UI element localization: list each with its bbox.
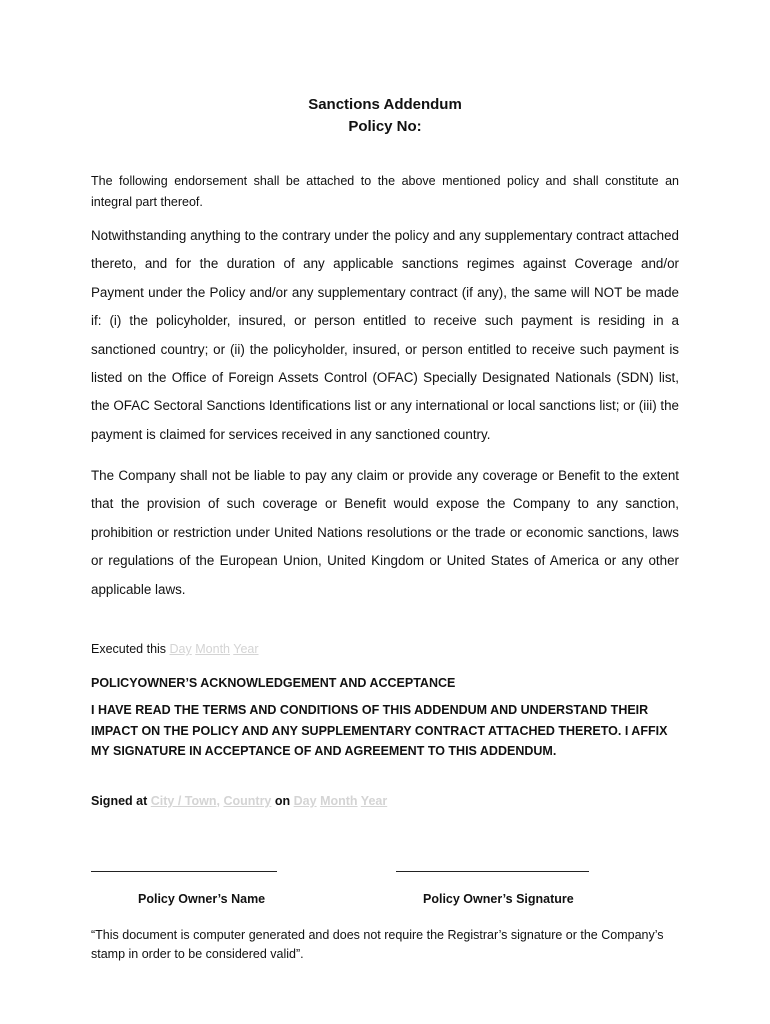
title-block	[0, 94, 770, 138]
liability-paragraph: The Company shall not be liable to pay any claim or provide any coverage or Benefit to the extent that the provision of such coverage or Benefit would expose the Company to any sanction, prohibition or restriction under United Nations resolutions or the trade or economic sanctions, laws or regulations of the European Union, United Kingdom or United States of America or any other applicable laws.	[91, 468, 679, 597]
signed-on-label: on	[274, 794, 291, 808]
owner-name-line[interactable]	[91, 871, 277, 872]
owner-signature-line[interactable]	[396, 871, 589, 872]
executed-label: Executed this	[91, 642, 167, 656]
signed-country-field[interactable]: Country	[223, 794, 272, 808]
signed-month-field[interactable]: Month	[320, 794, 358, 808]
acknowledgement-heading: POLICYOWNER’S ACKNOWLEDGEMENT AND ACCEPTANCE	[91, 676, 456, 690]
executed-line	[91, 640, 259, 658]
signed-city-field[interactable]: City / Town	[150, 794, 217, 808]
intro-paragraph: The following endorsement shall be attached to the above mentioned policy and shall constitute an integral part thereof.	[91, 174, 679, 209]
owner-signature-label: Policy Owner’s Signature	[423, 892, 574, 906]
signed-year-field[interactable]: Year	[360, 794, 388, 808]
signed-comma: ,	[216, 794, 220, 808]
acknowledgement-body: I HAVE READ THE TERMS AND CONDITIONS OF THIS ADDENDUM AND UNDERSTAND THEIR IMPACT ON THE POLICY AND ANY SUPPLEMENTARY CONTRACT ATTACHED THERETO. I AFFIX MY SIGNATURE IN ACCEPTANCE OF AND AGREEMENT TO THIS ADDENDUM.	[91, 703, 668, 758]
document-title: Sanctions Addendum	[308, 96, 462, 113]
sanctions-paragraph: Notwithstanding anything to the contrary under the policy and any supplementary contract attached thereto, and for the duration of any applicable sanctions regimes against Coverage and/or Payment under the Policy and/or any supplementary contract (if any), the same will NOT be made if: (i) the policyholder, insured, or person entitled to receive such payment is residing in a sanctioned country; or (ii) the policyholder, insured, or person entitled to receive such payment is listed on the Office of Foreign Assets Control (OFAC) Specially Designated Nationals (SDN) list, the OFAC Sectoral Sanctions Identifications list or any international or local sanctions list; or (iii) the payment is claimed for services received in any sanctioned country.	[91, 228, 679, 442]
policy-number-label: Policy No:	[348, 118, 422, 135]
owner-name-label: Policy Owner’s Name	[138, 892, 266, 906]
signed-line	[91, 792, 387, 810]
signed-at-label: Signed at	[91, 794, 148, 808]
executed-year-field[interactable]: Year	[233, 642, 259, 656]
footer-note: “This document is computer generated and does not require the Registrar’s signature or the Company’s stamp in order to be considered valid”.	[91, 928, 664, 961]
executed-day-field[interactable]: Day	[169, 642, 192, 656]
executed-month-field[interactable]: Month	[195, 642, 230, 656]
signed-day-field[interactable]: Day	[293, 794, 317, 808]
